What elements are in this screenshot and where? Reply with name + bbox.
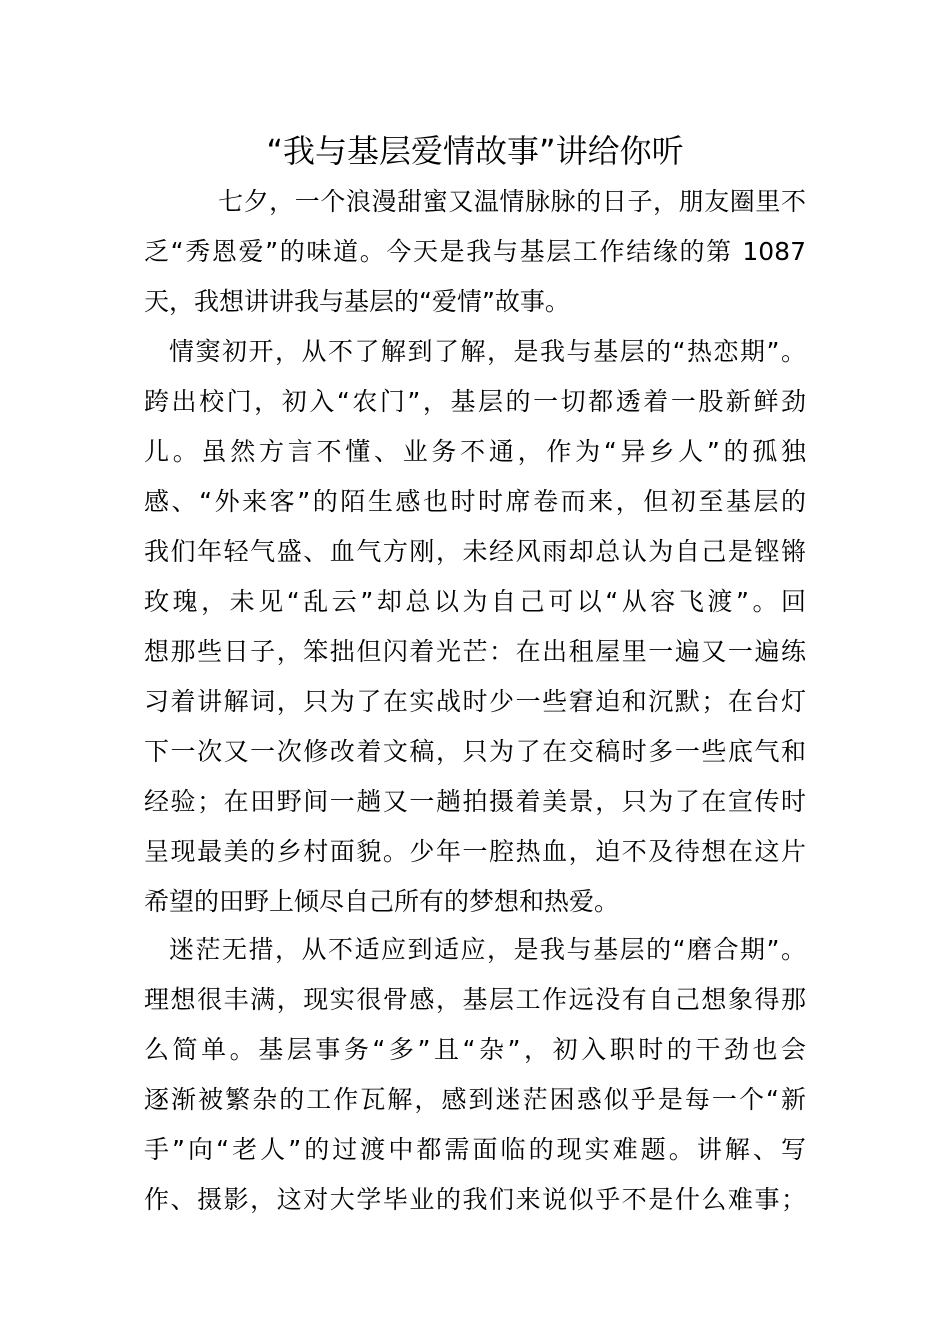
- paragraph-line: 跨出校门，初入“农门”，基层的一切都透着一股新鲜劲: [144, 387, 806, 416]
- paragraph-line: 经验；在田野间一趟又一趟拍摄着美景，只为了在宣传时: [144, 787, 806, 816]
- paragraph-line: 习着讲解词，只为了在实战时少一些窘迫和沉默；在台灯: [144, 687, 806, 716]
- paragraph-line: 感、“外来客”的陌生感也时时席卷而来，但初至基层的: [144, 487, 806, 516]
- paragraph-line: 理想很丰满，现实很骨感，基层工作远没有自己想象得那: [144, 985, 806, 1014]
- paragraph-line: 情窦初开，从不了解到了解，是我与基层的“热恋期”。: [169, 337, 806, 366]
- paragraph-1: [144, 177, 806, 327]
- paragraph-line: 呈现最美的乡村面貌。少年一腔热血，迫不及待想在这片: [144, 837, 806, 866]
- paragraph-line: 天，我想讲讲我与基层的“爱情”故事。: [144, 287, 570, 316]
- paragraph-line: 想那些日子，笨拙但闪着光芒：在出租屋里一遍又一遍练: [144, 637, 806, 666]
- paragraph-line: 儿。虽然方言不懂、业务不通，作为“异乡人”的孤独: [144, 437, 806, 466]
- paragraph-line: 玫瑰，未见“乱云”却总以为自己可以“从容飞渡”。回: [144, 587, 806, 616]
- paragraph-line: 乏“秀恩爱”的味道。今天是我与基层工作结缘的第 1087: [144, 237, 806, 266]
- paragraph-line: 逐渐被繁杂的工作瓦解，感到迷茫困惑似乎是每一个“新: [144, 1085, 806, 1114]
- paragraph-line: 我们年轻气盛、血气方刚，未经风雨却总认为自己是铿锵: [144, 537, 806, 566]
- paragraph-line: 七夕，一个浪漫甜蜜又温情脉脉的日子，朋友圈里不: [218, 187, 806, 216]
- paragraph-2: [144, 327, 806, 927]
- paragraph-line: 么简单。基层事务“多”且“杂”，初入职时的干劲也会: [144, 1035, 806, 1064]
- document-title: “我与基层爱情故事”讲给你听: [266, 132, 684, 170]
- paragraph-line: 作、摄影，这对大学毕业的我们来说似乎不是什么难事；: [144, 1185, 806, 1214]
- paragraph-line: 下一次又一次修改着文稿，只为了在交稿时多一些底气和: [144, 737, 806, 766]
- paragraph-3: [144, 925, 806, 1225]
- paragraph-line: 迷茫无措，从不适应到适应，是我与基层的“磨合期”。: [169, 935, 806, 964]
- paragraph-line: 手”向“老人”的过渡中都需面临的现实难题。讲解、写: [144, 1135, 806, 1164]
- paragraph-line: 希望的田野上倾尽自己所有的梦想和热爱。: [144, 887, 620, 916]
